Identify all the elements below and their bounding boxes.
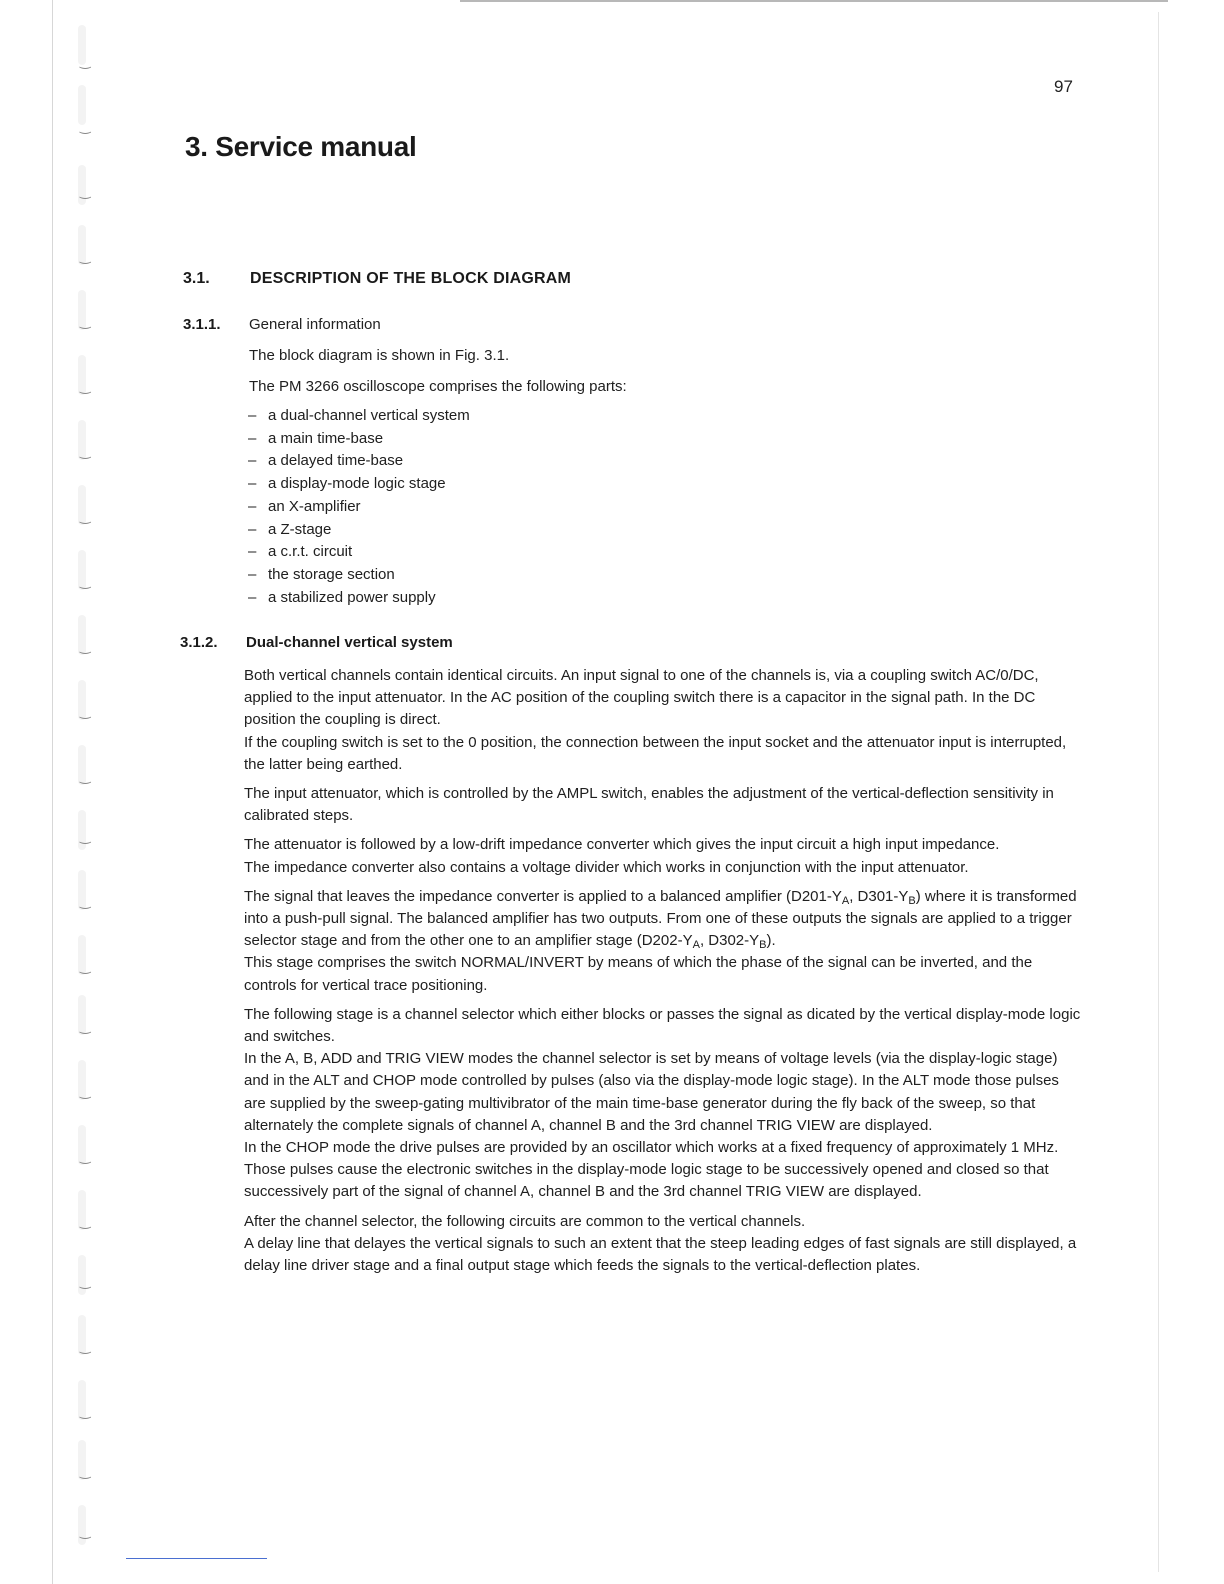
binding-tick: ‿ <box>80 1085 91 1100</box>
binding-tick: ‿ <box>80 445 91 460</box>
list-item: – an X-amplifier <box>248 497 361 515</box>
intro-paragraph: The PM 3266 oscilloscope comprises the following parts: <box>249 378 627 395</box>
binding-tick: ‿ <box>80 120 91 135</box>
paragraph: A delay line that delayes the vertical signals to such an extent that the steep leading edges of fast signals are still displayed, a delay line driver stage and a final output stage which feeds the signals to the vertical-deflection plates. <box>244 1234 1077 1275</box>
binding-tick: ‿ <box>80 1525 91 1540</box>
binding-tick: ‿ <box>80 895 91 910</box>
subsection-title: General information <box>249 316 381 333</box>
binding-tick: ‿ <box>80 1340 91 1355</box>
binding-tick: ‿ <box>80 1275 91 1290</box>
subsection-title: Dual-channel vertical system <box>246 634 453 651</box>
paragraph: This stage comprises the switch NORMAL/INVERT by means of which the phase of the signal can be inverted, and the controls for vertical trace positioning. <box>244 954 1033 994</box>
section-title: DESCRIPTION OF THE BLOCK DIAGRAM <box>250 270 572 287</box>
list-item: – a dual-channel vertical system <box>248 407 470 424</box>
paragraph: Both vertical channels contain identical circuits. An input signal to one of the channels is, via a coupling switch AC/0/DC, applied to the input attenuator. In the AC position of the coupling switch there is a capacitor in the signal path. In the DC position the coupling is direct. <box>244 667 1039 729</box>
parts-list <box>248 405 470 609</box>
binding-tick: ‿ <box>80 185 91 200</box>
binding-tick: ‿ <box>80 640 91 655</box>
page-number: 97 <box>1054 77 1073 96</box>
list-item: – a Z-stage <box>248 520 332 538</box>
binding-tick: ‿ <box>80 960 91 975</box>
list-item: – a main time-base <box>248 429 384 447</box>
binding-tick: ‿ <box>80 1020 91 1035</box>
paragraph: The input attenuator, which is controlled by the AMPL switch, enables the adjustment of the vertical-deflection sensitivity in calibrated steps. <box>244 785 1054 825</box>
binding-tick: ‿ <box>80 510 91 525</box>
binding-tick: ‿ <box>80 1150 91 1165</box>
binding-tick: ‿ <box>80 1215 91 1230</box>
paragraph: The following stage is a channel selector which either blocks or passes the signal as dicated by the vertical display-mode logic and switches. <box>244 1005 1081 1046</box>
binding-tick: ‿ <box>80 55 91 70</box>
binding-tick: ‿ <box>80 770 91 785</box>
subsection-number: 3.1.1. <box>183 316 221 333</box>
paragraph: In the CHOP mode the drive pulses are provided by an oscillator which works at a fixed frequency of approximately 1 MHz. <box>244 1139 1059 1157</box>
paragraph: If the coupling switch is set to the 0 position, the connection between the input socket and the attenuator input is interrupted, the latter being earthed. <box>244 733 1067 773</box>
paragraph: The impedance converter also contains a voltage divider which works in conjunction with the input attenuator. <box>244 858 969 876</box>
paragraph: Those pulses cause the electronic switches in the display-mode logic stage to be successively opened and closed so that successively part of the signal of channel A, channel B and the 3rd channel TRIG VIEW are displayed. <box>244 1161 1049 1201</box>
page-right-edge <box>1158 12 1159 1572</box>
bottom-rule <box>126 1558 267 1559</box>
chapter-title: 3. Service manual <box>185 131 417 162</box>
binding-tick: ‿ <box>80 1405 91 1420</box>
paragraph: The signal that leaves the impedance converter is applied to a balanced amplifier ($D201-Y_A$, $D301-Y_B$) where it is transformed into a push-pull signal. The balanced amplifier has two outputs. From one of these outputs the signals are applied to a trigger selector stage and from the other one to an amplifier stage ($D202-Y_A$, $D302-Y_B$). <box>244 887 1077 952</box>
list-item: – a delayed time-base <box>248 452 404 470</box>
list-item: – a c.r.t. circuit <box>248 543 353 561</box>
paragraph: In the A, B, ADD and TRIG VIEW modes the channel selector is set by means of voltage levels (via the display-logic stage) and in the ALT and CHOP mode controlled by pulses (also via the display-mode logic stage). In the ALT mode those pulses are supplied by the sweep-gating multivibrator of the main time-base generator during the fly back of the sweep, so that alternately the complete signals of channel A, channel B and the 3rd channel TRIG VIEW are displayed. <box>244 1050 1059 1134</box>
binding-tick: ‿ <box>80 830 91 845</box>
paragraph: The attenuator is followed by a low-drift impedance converter which gives the input circuit a high input impedance. <box>244 836 1000 854</box>
list-item: – the storage section <box>248 565 395 583</box>
subsection-number: 3.1.2. <box>180 634 218 651</box>
binding-tick: ‿ <box>80 1465 91 1480</box>
binding-tick: ‿ <box>80 315 91 330</box>
page-left-edge <box>52 0 53 1584</box>
binding-tick: ‿ <box>80 575 91 590</box>
binding-hole <box>78 85 86 125</box>
binding-tick: ‿ <box>80 705 91 720</box>
intro-paragraph: The block diagram is shown in Fig. 3.1. <box>249 347 510 364</box>
binding-margin <box>56 0 106 1584</box>
vertical-system-text <box>244 665 1084 1277</box>
paragraph: After the channel selector, the following circuits are common to the vertical channels. <box>244 1212 806 1230</box>
top-rule <box>460 0 1168 2</box>
list-item: – a stabilized power supply <box>248 588 436 606</box>
list-item: – a display-mode logic stage <box>248 475 446 493</box>
section-number: 3.1. <box>183 270 210 287</box>
binding-tick: ‿ <box>80 250 91 265</box>
binding-tick: ‿ <box>80 380 91 395</box>
